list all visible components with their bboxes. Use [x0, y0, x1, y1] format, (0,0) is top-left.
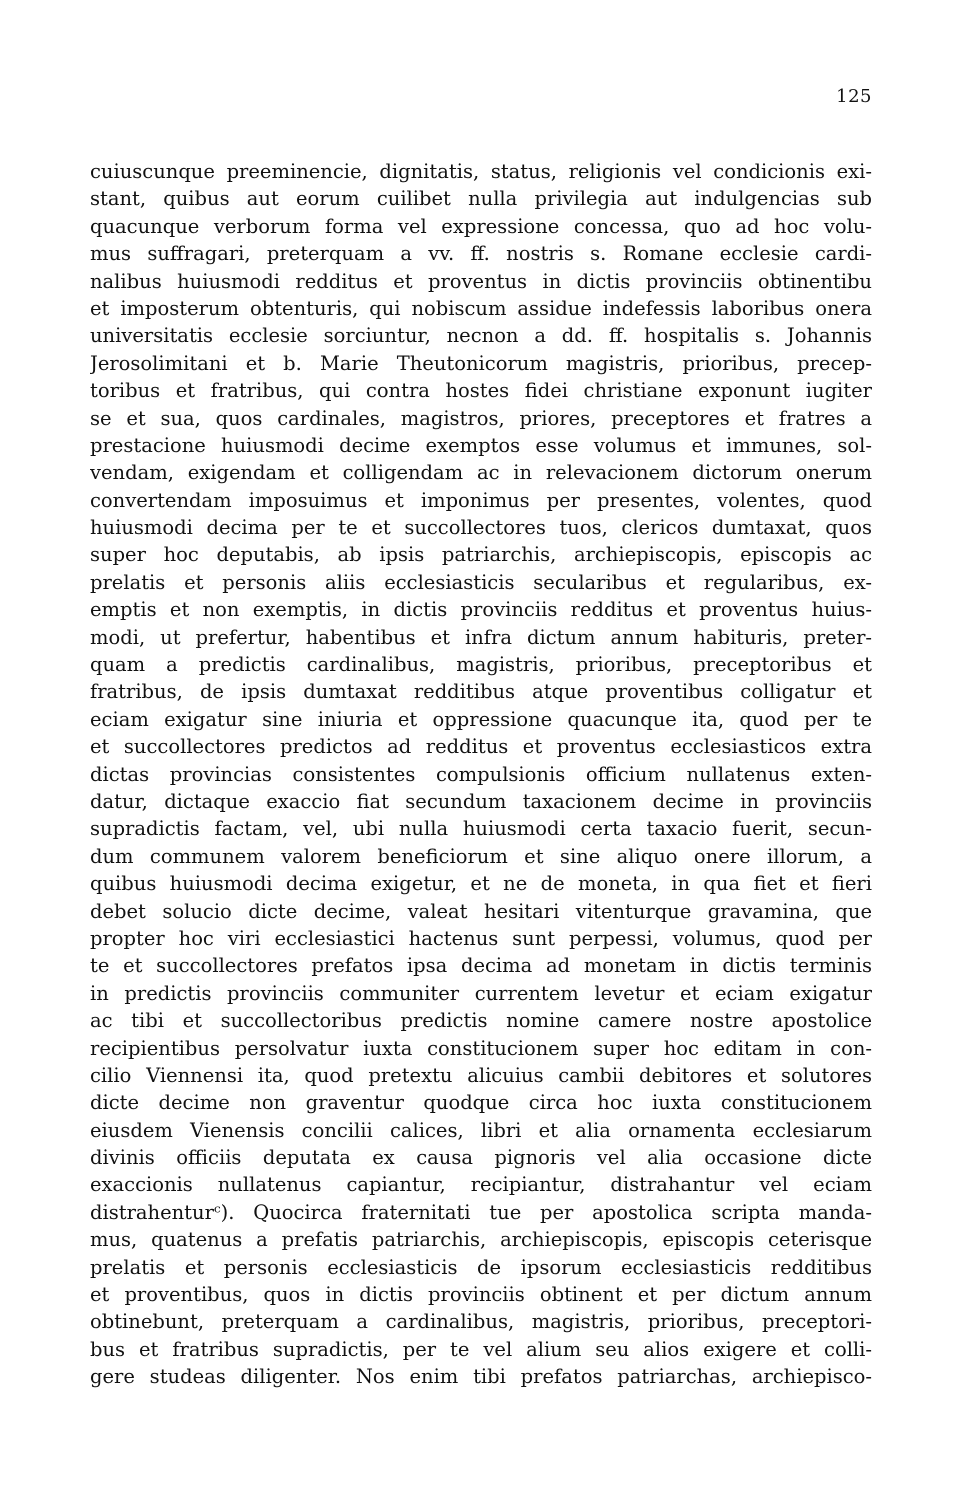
- text-line: te et succollectores prefatos ipsa decima ad monetam in dictis terminis: [90, 954, 872, 978]
- text-line: bus et fratribus supradictis, per te vel alium seu alios exigere et colli-: [90, 1337, 872, 1361]
- text-line: emptis et non exemptis, in dictis provinciis redditus et proventus huius-: [90, 598, 872, 622]
- text-line: obtinebunt, preterquam a cardinalibus, magistris, prioribus, preceptori-: [90, 1310, 872, 1334]
- text-line: gere studeas diligenter. Nos enim tibi prefatos patriarchas, archiepisco-: [90, 1365, 872, 1389]
- text-line: convertendam imposuimus et imponimus per presentes, volentes, quod: [90, 488, 872, 512]
- text-line: cuiuscunque preeminencie, dignitatis, status, religionis vel condicionis exi-: [90, 160, 872, 183]
- text-line: se et sua, quos cardinales, magistros, priores, preceptores et fratres a: [90, 406, 872, 430]
- text-line: supradictis factam, vel, ubi nulla huiusmodi certa taxacio fuerit, secun-: [90, 817, 872, 841]
- text-line: vendam, exigendam et colligendam ac in relevacionem dictorum onerum: [90, 461, 872, 485]
- text-line: quibus huiusmodi decima exigetur, et ne de moneta, in qua fiet et fieri: [90, 872, 872, 896]
- text-line: propter hoc viri ecclesiastici hactenus sunt perpessi, volumus, quod per: [90, 926, 872, 950]
- text-line: [90, 1391, 872, 1418]
- text-line: dicte decime non graventur quodque circa hoc iuxta constitucionem: [90, 1091, 872, 1115]
- text-line: dum communem valorem beneficiorum et sine aliquo onere illorum, a: [90, 844, 872, 868]
- text-line: stant, quibus aut eorum cuilibet nulla privilegia aut indulgencias sub: [90, 187, 872, 211]
- text-line: et succollectores predictos ad redditus et proventus ecclesiasticos extra: [90, 735, 872, 759]
- text-line: Jerosolimitani et b. Marie Theutonicorum magistris, prioribus, precep-: [90, 351, 872, 375]
- text-line: datur, dictaque exaccio fiat secundum taxacionem decime in provinciis: [90, 789, 872, 813]
- text-line: prelatis et personis ecclesiasticis de ipsorum ecclesiasticis redditibus: [90, 1255, 872, 1279]
- body-text: [90, 158, 872, 1418]
- text-line: recipientibus persolvatur iuxta constitucionem super hoc editam in con-: [90, 1036, 872, 1060]
- text-line: cilio Viennensi ita, quod pretextu alicuius cambii debitores et solutores: [90, 1063, 872, 1087]
- text-line: mus suffragari, preterquam a vv. ff. nostris s. Romane ecclesie cardi-: [90, 242, 872, 266]
- text-line: ac tibi et succollectoribus predictis nomine camere nostre apostolice: [90, 1009, 872, 1033]
- text-line: quam a predictis cardinalibus, magistris, prioribus, preceptoribus et: [90, 653, 872, 677]
- text-line: distrahenturᶜ). Quocirca fraternitati tue per apostolica scripta manda-: [90, 1200, 872, 1224]
- text-line: et imposterum obtenturis, qui nobiscum assidue indefessis laboribus onera: [90, 296, 872, 320]
- text-line: nalibus huiusmodi redditus et proventus in dictis provinciis obtinentibu: [90, 269, 872, 293]
- text-line: eciam exigatur sine iniuria et oppressione quacunque ita, quod per te: [90, 707, 872, 731]
- text-line: divinis officiis deputata ex causa pignoris vel alia occasione dicte: [90, 1146, 872, 1170]
- text-line: et proventibus, quos in dictis provinciis obtinent et per dictum annum: [90, 1283, 872, 1307]
- text-line: fratribus, de ipsis dumtaxat redditibus atque proventibus colligatur et: [90, 680, 872, 704]
- text-line: toribus et fratribus, qui contra hostes fidei christiane exponunt iugiter: [90, 379, 872, 403]
- text-line: mus, quatenus a prefatis patriarchis, archiepiscopis, episcopis ceterisque: [90, 1228, 872, 1252]
- text-line: debet solucio dicte decime, valeat hesitari vitenturque gravamina, que: [90, 899, 872, 923]
- text-line: universitatis ecclesie sorciuntur, necnon a dd. ff. hospitalis s. Johannis: [90, 324, 872, 348]
- text-line: huiusmodi decima per te et succollectores tuos, clericos dumtaxat, quos: [90, 516, 872, 540]
- text-line: in predictis provinciis communiter currentem levetur et eciam exigatur: [90, 981, 872, 1005]
- text-line: super hoc deputabis, ab ipsis patriarchis, archiepiscopis, episcopis ac: [90, 543, 872, 567]
- page-number: 125: [836, 86, 872, 107]
- text-line: exaccionis nullatenus capiantur, recipiantur, distrahantur vel eciam: [90, 1173, 872, 1197]
- text-line: prestacione huiusmodi decime exemptos esse volumus et immunes, sol-: [90, 433, 872, 457]
- text-line: prelatis et personis aliis ecclesiasticis secularibus et regularibus, ex-: [90, 570, 872, 594]
- text-line: eiusdem Vienensis concilii calices, libri et alia ornamenta ecclesiarum: [90, 1118, 872, 1142]
- text-line: modi, ut prefertur, habentibus et infra dictum annum habituris, preter-: [90, 625, 872, 649]
- text-line: dictas provincias consistentes compulsionis officium nullatenus exten-: [90, 762, 872, 786]
- text-line: quacunque verborum forma vel expressione concessa, quo ad hoc volu-: [90, 214, 872, 238]
